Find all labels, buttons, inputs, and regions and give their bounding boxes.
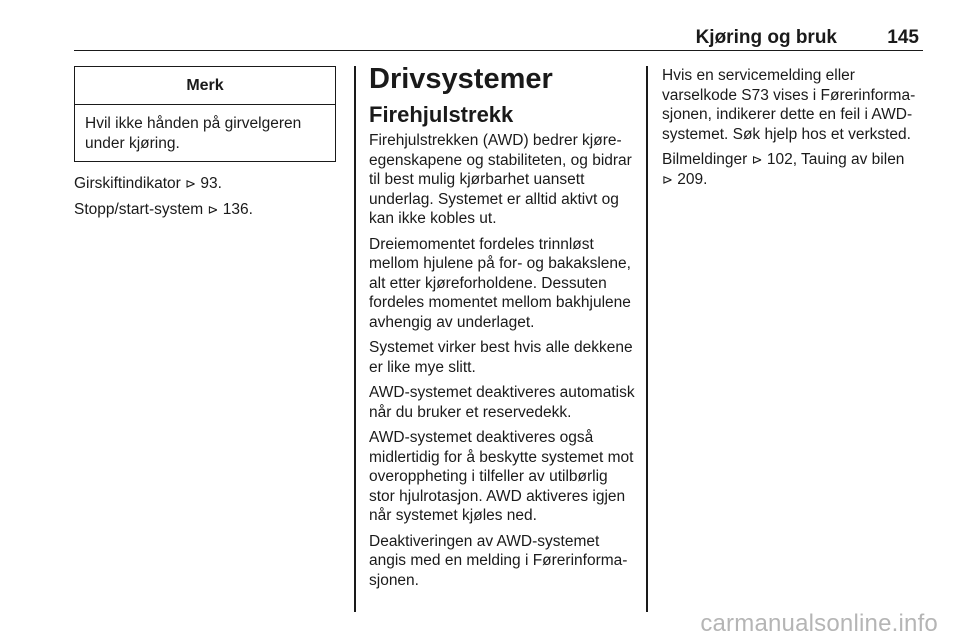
- subsection-heading: Firehjulstrekk: [369, 102, 514, 127]
- page-header: [74, 24, 923, 51]
- reference-label: Girskiftindikator: [74, 175, 181, 192]
- column-divider: [646, 66, 648, 612]
- reference-page: 209.: [677, 170, 708, 188]
- reference-page: 102, Tauing av bilen: [766, 151, 905, 168]
- section-title: Kjøring og bruk: [695, 27, 837, 48]
- body-paragraph: Deaktiveringen av AWD-systemet angis med en melding i Førerinformasjonen.: [369, 532, 628, 589]
- reference-page: 93.: [200, 175, 222, 192]
- body-paragraph: AWD-systemet deaktiveres også midlertidig for å beskytte systemet mot overoppheting i tilfeller av utilbørlig stor hjulrotasjon. AWD aktiveres igjen når systemet kjøles ned.: [369, 429, 634, 524]
- page-reference-icon: ⊳: [662, 171, 673, 187]
- cross-reference-paragraph[interactable]: [662, 150, 924, 189]
- column-divider: [354, 66, 356, 612]
- body-paragraph: Hvis en servicemelding eller varselkode S73 vises i Førerinformasjonen, indikerer dette en feil i AWD-systemet. Søk hjelp hos et verksted.: [662, 67, 916, 143]
- page-reference-icon: ⊳: [751, 152, 763, 167]
- body-paragraph: Dreiemomentet fordeles trinnløst mellom hjulene på for- og bakakslene, alt etter kjøreforholdene. Dessuten fordeles momentet mellom bakhjulene avhengig av underlaget.: [369, 235, 631, 331]
- note-text: Hvil ikke hånden på girvelgeren under kjøring.: [85, 115, 302, 152]
- page-reference-icon: ⊳: [185, 176, 197, 191]
- page-number: 145: [887, 27, 919, 48]
- page-reference-icon: ⊳: [207, 201, 219, 217]
- reference-page: 136.: [222, 200, 253, 218]
- left-column: [74, 66, 336, 219]
- middle-column: [369, 62, 635, 596]
- cross-reference[interactable]: [74, 200, 336, 220]
- note-title: Merk: [75, 67, 335, 105]
- section-heading: Drivsystemer: [369, 63, 553, 95]
- reference-label: Stopp/start-system: [74, 200, 204, 218]
- body-paragraph: Firehjulstrekken (AWD) bedrer kjøreegenskapene og stabiliteten, og bidrar til best mulig kjørbarhet uansett underlag. Systemet er alltid aktivt og kan ikke kobles ut.: [369, 132, 632, 227]
- watermark: carmanualsonline.info: [700, 610, 938, 637]
- body-paragraph: Systemet virker best hvis alle dekkene er like mye slitt.: [369, 339, 633, 376]
- right-column: [662, 66, 924, 195]
- cross-reference[interactable]: [74, 174, 336, 194]
- note-box: [74, 66, 336, 162]
- reference-label: Bilmeldinger: [662, 151, 748, 168]
- body-paragraph: AWD-systemet deaktiveres automatisk når du bruker et reservedekk.: [369, 384, 635, 421]
